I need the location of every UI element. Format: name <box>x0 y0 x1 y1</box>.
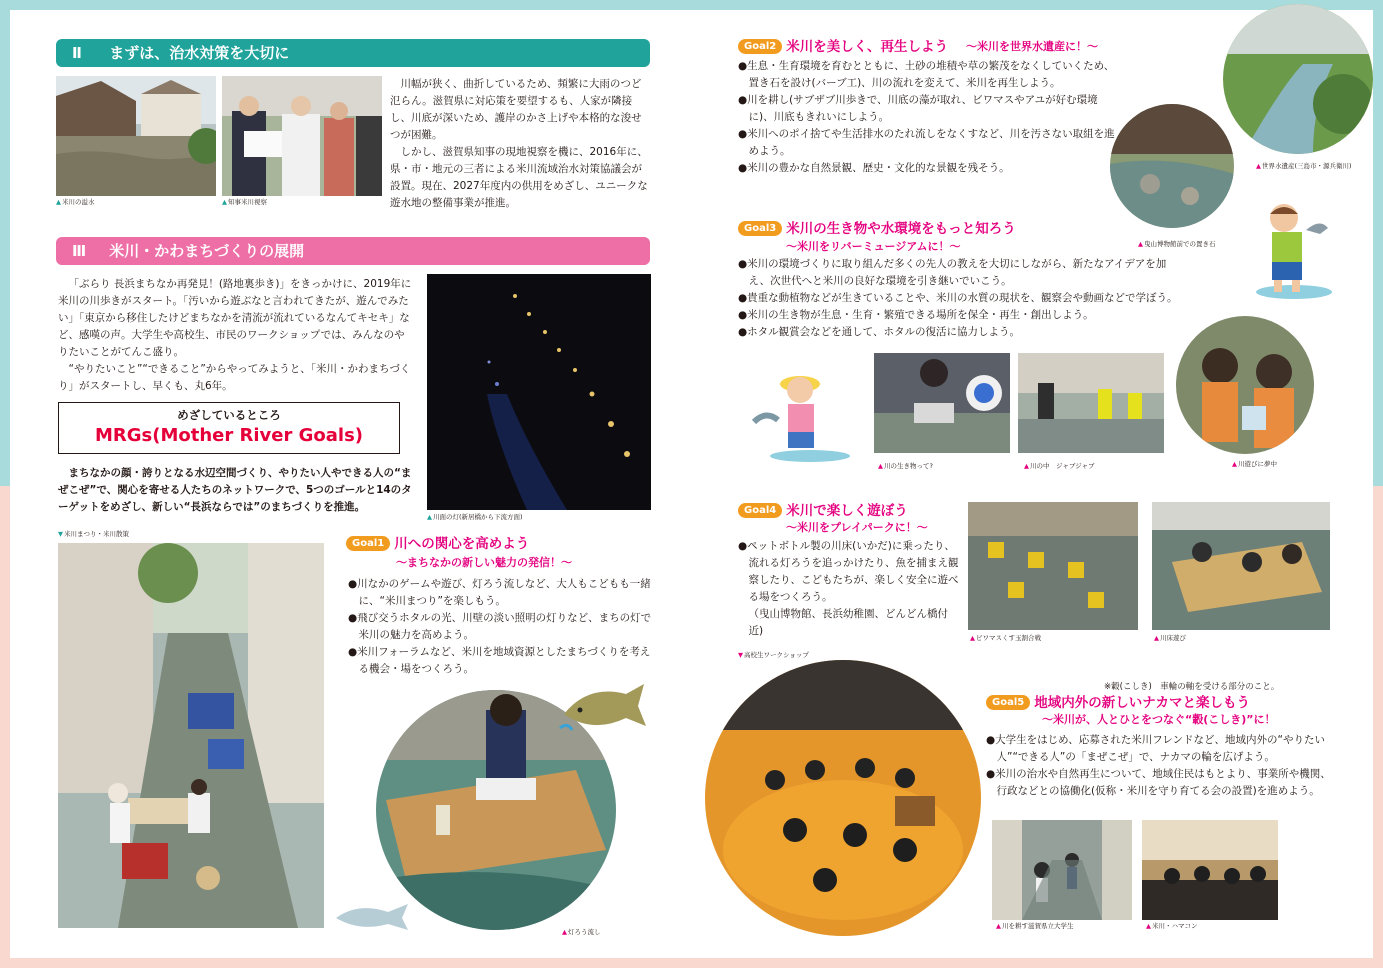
goal4-tag: Goal4 <box>738 503 782 518</box>
photo-river-floor-play <box>1152 502 1330 630</box>
caption-placing-stones: ▲曳山博物館前での置き石 <box>1138 240 1216 248</box>
section2-title: まずは、治水対策を大切に <box>109 44 290 62</box>
caption-festival: ▼米川まつり・米川散策 <box>58 530 129 538</box>
photo-flood <box>56 76 216 196</box>
photo-university-students <box>992 820 1132 920</box>
caption-night-river: ▲川面の灯(新居橋から下流方面) <box>427 513 523 521</box>
section2-paragraph: しかし、滋賀県知事の現地視察を機に、2016年に、県・市・地元の三者による米川流域治水対策協議会が設置。現在、2027年度内の供用をめざし、ユニークな遊水地の整備事業が推進。 <box>390 146 648 209</box>
photo-kids-absorbed <box>1176 316 1314 454</box>
goal3-title: Goal3 米川の生き物や水環境をもっと知ろう <box>738 220 1016 238</box>
caption-university-students: ▲川を耕す滋賀県立大学生 <box>996 922 1074 930</box>
goal3-subtitle: 〜米川をリバーミュージアムに！〜 <box>786 240 961 253</box>
caption-lantern: ▲灯ろう流し <box>562 928 601 936</box>
goal4-bullets: ●ペットボトル製の川床(いかだ)に乗ったり、流れる灯ろうを追っかけたり、魚を捕まえ観察したり、こどもたちが、楽しく安全に遊べる場をつくろう。 （曳山博物館、長浜幼稚園、どんどん橋付近) <box>738 540 959 637</box>
goal2-title: Goal2 米川を美しく、再生しよう <box>738 38 948 56</box>
caption-flood: ▲米川の溢水 <box>56 198 95 206</box>
section3-body <box>58 276 414 395</box>
goal5-note: ※轂(こしき) 車輪の軸を受ける部分のこと。 <box>1104 682 1280 692</box>
photo-hamacon <box>1142 820 1278 920</box>
photo-wading <box>1018 353 1164 453</box>
section3-summary: まちなかの顔・誇りとなる水辺空間づくり、やりたい人やできる人の“まぜこぜ”で、関心を寄せる人たちのネットワークで、5つのゴールと14のターゲットをめざし、新しい“長浜ならでは”のまちづくりを推進。 <box>58 467 412 513</box>
caption-workshop: ▼高校生ワークショップ <box>738 651 809 659</box>
caption-river-creatures: ▲川の生き物って? <box>878 462 933 470</box>
photo-placing-stones <box>1110 104 1234 228</box>
goal1-bullets: ●川なかのゲームや遊び、灯ろう流しなど、大人もこどもも一緒に、“米川まつり”を楽しもう。 ●飛び交うホタルの光、川壁の淡い照明の灯りなど、まちの灯で米川の魅力を高めよう。 ●米川フォーラムなど、米川を地域資源としたまちづくりを考える機会・場をつくろう。 <box>348 578 652 675</box>
caption-hamacon: ▲米川・ハマコン <box>1146 922 1198 930</box>
fish-illustration <box>558 678 648 736</box>
caption-biwamasu-kusudama: ▲ビワマスくす玉割合戦 <box>970 634 1041 642</box>
caption-kids-absorbed: ▲川遊びに夢中 <box>1232 460 1277 468</box>
fish-silhouette <box>332 898 412 932</box>
mrgs-box <box>58 402 400 454</box>
photo-night-river <box>427 274 651 510</box>
goal2-bullets: ●生息・生育環境を育むとともに、土砂の堆積や草の繁茂をなくしていくため、置き石を設け(バーブ工)、川の流れを変えて、米川を再生しよう。 ●川を耕し(サブザブ川歩きで、川底の藻が取れ、ビワマスやアユが好む環境に)、川底もきれいにしよう。 ●米川へのポイ捨てや生活排水のたれ流しをなくすなど、川を汚さない取組を進めよう。 ●米川の豊かな自然景観、歴史・文化的な景観を残そう。 <box>738 60 1115 174</box>
photo-biwamasu-kusudama <box>968 502 1138 630</box>
goal1-title: Goal1 川への関心を高めよう <box>346 535 529 553</box>
caption-river-floor-play: ▲川床遊び <box>1154 634 1186 642</box>
section3-paragraph: “やりたいこと”“できること”からやってみようと、「米川・かわまちづくり」がスタートし、早くも、丸6年。 <box>58 363 411 392</box>
section3-title: 米川・かわまちづくりの展開 <box>109 242 305 260</box>
section3-header <box>56 237 650 265</box>
section3-number: Ⅲ <box>72 242 87 260</box>
goal5-subtitle: 〜米川が、人とひとをつなぐ“轂(こしき)”に！ <box>1042 713 1276 726</box>
goal4-title: Goal4 米川で楽しく遊ぼう <box>738 502 908 520</box>
section2-number: Ⅱ <box>72 44 82 62</box>
goal4-subtitle: 〜米川をプレイパークに！〜 <box>786 521 928 534</box>
goal3-tag: Goal3 <box>738 221 782 236</box>
goal3-bullets: ●米川の環境づくりに取り組んだ多くの先人の教えを大切にしながら、新たなアイデアを加え、次世代へと米川の良好な環境を引き継いでいこう。 ●貴重な動植物などが生きていることや、米川の水質の現状を、観察会や動画などで学ぼう。 ●米川の生き物が生息・生育・繁殖できる場所を保全・再生・創出しよう。 ●ホタル観賞会などを通して、ホタルの復活に協力しよう。 <box>738 258 1178 338</box>
section2-paragraph: 川幅が狭く、曲折しているため、頻繁に大雨のつど氾らん。滋賀県に対応策を要望するも、人家が隣接し、川底が深いため、護岸のかさ上げや本格的な浚せつが困難。 <box>390 78 642 141</box>
brochure-spread <box>10 10 1373 958</box>
girl-in-river-illustration <box>750 362 850 464</box>
photo-highschool-workshop <box>705 660 981 936</box>
caption-world-water-heritage: ▲世界水遺産(三島市・源兵衛川) <box>1256 162 1352 170</box>
photo-creature-observation <box>874 353 1010 453</box>
boy-with-fish-illustration <box>1254 200 1334 300</box>
photo-world-water-heritage <box>1223 4 1373 154</box>
section2-header <box>56 39 650 67</box>
goal2-subtitle: 〜米川を世界水遺産に！〜 <box>966 40 1098 53</box>
goal1-subtitle: 〜まちなかの新しい魅力の発信！〜 <box>396 556 572 569</box>
mrgs-label: めざしているところ <box>177 408 281 422</box>
mrgs-title: MRGs(Mother River Goals) <box>94 425 364 446</box>
photo-governor-visit <box>222 76 382 196</box>
section3-paragraph: 「ぶらり 長浜まちなか再発見！(路地裏歩き)」をきっかけに、2019年に米川の川歩きがスタート。「汚いから遊ぶなと言われてきたが、遊んでみたい」「東京から移住したけどまちなかを清流が流れているなんてキセキ」など、感嘆の声。大学生や高校生、市民のワークショップでは、みんなのやりたいことがてんこ盛り。 <box>58 278 412 358</box>
photo-river-festival <box>58 543 324 928</box>
goal2-tag: Goal2 <box>738 39 782 54</box>
caption-governor-visit: ▲知事米川視察 <box>222 198 267 206</box>
caption-wading: ▲川の中 ジャブジャブ <box>1024 462 1095 470</box>
goal5-bullets: ●大学生をはじめ、応募された米川フレンドなど、地域内外の“やりたい人”“できる人”の「まぜこぜ」で、ナカマの輪を広げよう。 ●米川の治水や自然再生について、地域住民はもとより、事業所や機関、行政などとの協働化(仮称・米川を守り育てる会の設置)を進めよう。 <box>986 734 1331 797</box>
section2-body <box>390 76 648 212</box>
goal1-tag: Goal1 <box>346 536 390 551</box>
goal5-title: Goal5 地域内外の新しいナカマと楽しもう <box>986 694 1250 712</box>
goal5-tag: Goal5 <box>986 695 1030 710</box>
